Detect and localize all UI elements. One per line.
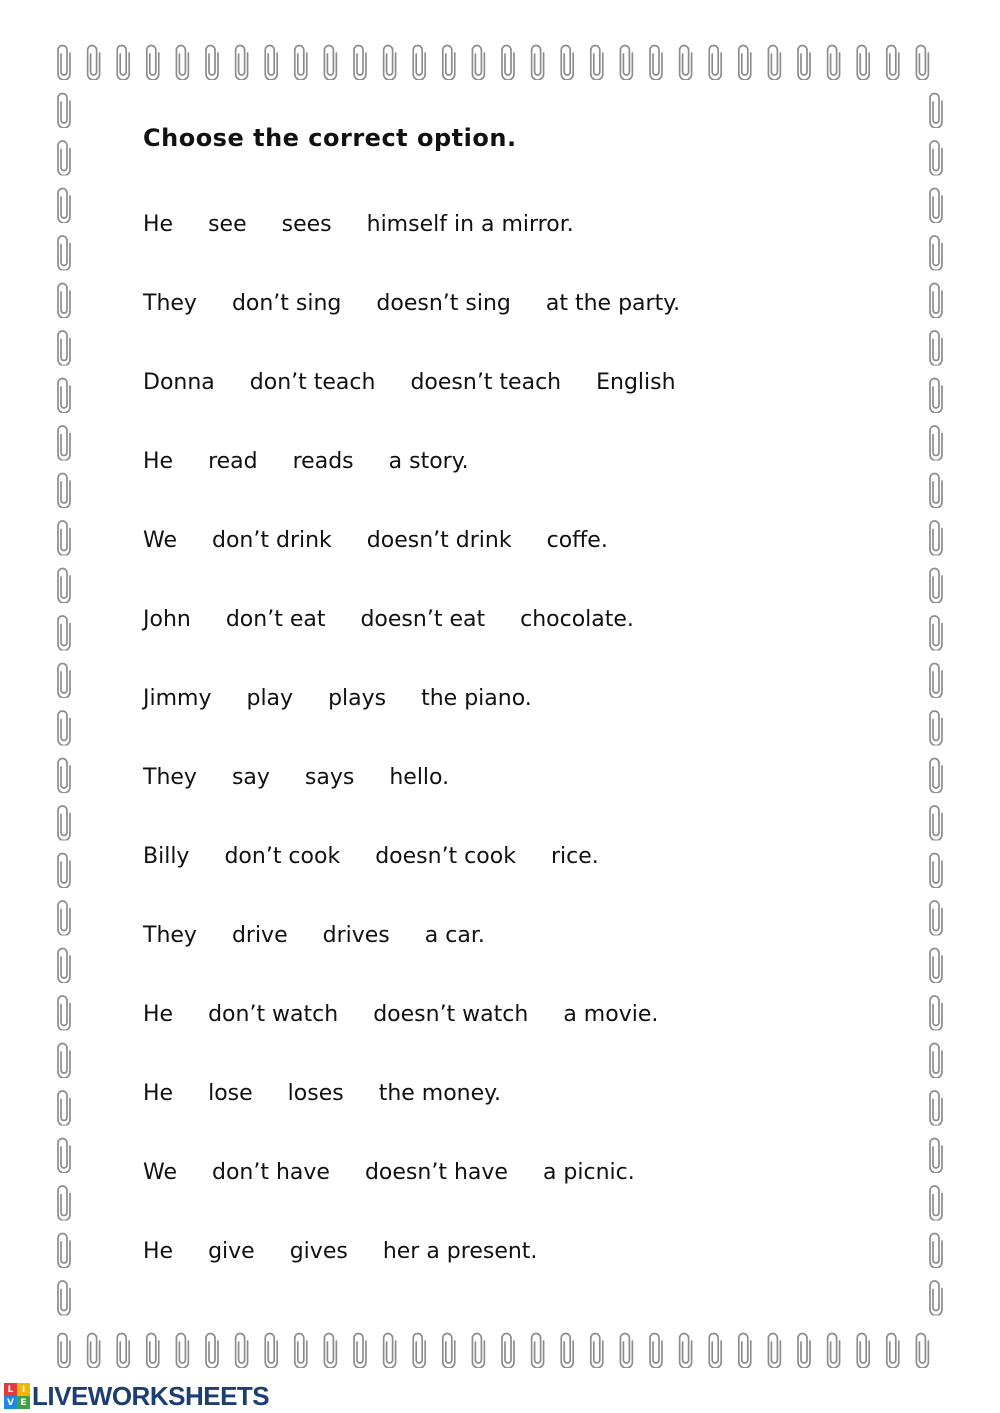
rest: hello. [389, 764, 450, 790]
paperclip-icon [930, 1281, 942, 1316]
paperclip-icon [384, 46, 396, 81]
liveworksheets-logo [4, 1381, 269, 1411]
paperclip-icon [413, 46, 425, 81]
paperclip-icon [58, 854, 70, 889]
page-title: Choose the correct option. [143, 124, 517, 152]
logo-tile: L [4, 1383, 17, 1396]
paperclip-icon [58, 949, 70, 984]
subject: He [143, 448, 174, 474]
option-a[interactable]: don’t watch [208, 1001, 339, 1027]
option-b[interactable]: gives [289, 1238, 348, 1264]
paperclip-icon [354, 1334, 366, 1369]
option-a[interactable]: don’t drink [212, 527, 332, 553]
exercise-row [143, 1156, 635, 1188]
rest: the money. [378, 1080, 502, 1106]
exercise-row [143, 919, 485, 951]
paperclip-icon [354, 46, 366, 81]
paperclip-icon [930, 854, 942, 889]
option-a[interactable]: don’t sing [231, 290, 342, 316]
paperclip-icon [58, 1186, 70, 1221]
paperclip-icon [930, 331, 942, 366]
paperclip-icon [176, 46, 188, 81]
paperclip-icon [295, 46, 307, 81]
paperclip-icon [58, 664, 70, 699]
paperclip-icon [58, 331, 70, 366]
paperclip-icon [887, 46, 899, 81]
paperclip-icon [591, 46, 603, 81]
option-a[interactable]: read [208, 448, 258, 474]
option-a[interactable]: drive [231, 922, 288, 948]
paperclip-icon [930, 189, 942, 224]
paperclip-icon [236, 46, 248, 81]
exercise-row [143, 840, 599, 872]
paperclip-icon [930, 1234, 942, 1269]
option-b[interactable]: plays [328, 685, 387, 711]
paperclip-icon [591, 1334, 603, 1369]
exercise-row [143, 208, 574, 240]
paperclip-icon [930, 1091, 942, 1126]
paperclip-icon [930, 1186, 942, 1221]
paperclip-icon [768, 46, 780, 81]
option-a[interactable]: don’t cook [224, 843, 341, 869]
paperclip-icon [413, 1334, 425, 1369]
paperclip-icon [117, 46, 129, 81]
rest: English [596, 369, 676, 395]
paperclip-icon [930, 901, 942, 936]
exercise-row [143, 287, 680, 319]
paperclip-icon [768, 1334, 780, 1369]
paperclip-icon [828, 46, 840, 81]
paperclip-icon [532, 46, 544, 81]
paperclip-icon [58, 616, 70, 651]
subject: Billy [143, 843, 190, 869]
paperclip-icon [561, 46, 573, 81]
paperclip-icon [709, 1334, 721, 1369]
option-b[interactable]: drives [322, 922, 390, 948]
paperclip-icon [930, 1044, 942, 1079]
exercise-row [143, 445, 469, 477]
paperclip-icon [930, 521, 942, 556]
rest: the piano. [421, 685, 532, 711]
exercise-row [143, 1235, 537, 1267]
subject: He [143, 211, 174, 237]
exercise-row [143, 998, 658, 1030]
paperclip-icon [930, 569, 942, 604]
paperclip-icon [147, 1334, 159, 1369]
option-b[interactable]: doesn’t eat [360, 606, 486, 632]
paperclip-icon [916, 1334, 928, 1369]
paperclip-icon [265, 46, 277, 81]
paperclip-icon [930, 1139, 942, 1174]
exercise-row [143, 524, 608, 556]
paperclip-icon [88, 1334, 100, 1369]
logo-tile: E [17, 1396, 30, 1409]
subject: Jimmy [143, 685, 212, 711]
paperclip-icon [930, 949, 942, 984]
paperclip-icon [58, 996, 70, 1031]
paperclip-icon [58, 806, 70, 841]
option-b[interactable]: reads [292, 448, 354, 474]
option-b[interactable]: doesn’t teach [410, 369, 562, 395]
paperclip-icon [930, 236, 942, 271]
paperclip-icon [58, 711, 70, 746]
paperclip-icon [930, 379, 942, 414]
paperclip-icon [58, 1091, 70, 1126]
paperclip-icon [58, 189, 70, 224]
paperclip-icon [887, 1334, 899, 1369]
paperclip-icon [472, 46, 484, 81]
rest: a movie. [563, 1001, 659, 1027]
paperclip-icon [561, 1334, 573, 1369]
paperclip-icon [58, 1139, 70, 1174]
subject: He [143, 1238, 174, 1264]
paperclip-icon [930, 806, 942, 841]
paperclip-icon [206, 1334, 218, 1369]
paperclip-icon [58, 379, 70, 414]
paperclip-icon [828, 1334, 840, 1369]
rest: coffe. [546, 527, 608, 553]
paperclip-icon [930, 426, 942, 461]
paperclip-icon [58, 901, 70, 936]
paperclip-icon [443, 46, 455, 81]
paperclip-icon [236, 1334, 248, 1369]
paperclip-icon [295, 1334, 307, 1369]
paperclip-icon [58, 474, 70, 509]
paperclip-icon [532, 1334, 544, 1369]
paperclip-icon [857, 1334, 869, 1369]
option-a[interactable]: don’t have [212, 1159, 330, 1185]
paperclip-icon [650, 1334, 662, 1369]
paperclip-icon [58, 1281, 70, 1316]
option-b[interactable]: doesn’t have [364, 1159, 508, 1185]
paperclip-icon [857, 46, 869, 81]
rest: chocolate. [520, 606, 634, 632]
paperclip-icon [58, 236, 70, 271]
option-a[interactable]: say [231, 764, 270, 790]
rest: a story. [388, 448, 469, 474]
paperclip-icon [472, 1334, 484, 1369]
option-a[interactable]: don’t teach [249, 369, 376, 395]
paperclip-icon [147, 46, 159, 81]
rest: at the party. [545, 290, 681, 316]
exercise-row [143, 366, 676, 398]
paperclip-icon [916, 46, 928, 81]
option-b[interactable]: sees [281, 211, 332, 237]
subject: Donna [143, 369, 215, 395]
subject: They [143, 764, 197, 790]
subject: They [143, 290, 197, 316]
paperclip-icon [930, 759, 942, 794]
paperclip-icon [650, 46, 662, 81]
option-a[interactable]: don’t eat [225, 606, 326, 632]
rest: a picnic. [542, 1159, 635, 1185]
paperclip-icon [502, 1334, 514, 1369]
paperclip-icon [680, 46, 692, 81]
paperclip-icon [58, 1334, 70, 1369]
logo-tile: I [17, 1383, 30, 1396]
logo-text: LIVEWORKSHEETS [32, 1380, 270, 1411]
paperclip-icon [58, 284, 70, 319]
rest: a car. [424, 922, 485, 948]
option-b[interactable]: doesn’t cook [375, 843, 516, 869]
option-a[interactable]: see [208, 211, 247, 237]
paperclip-icon [739, 1334, 751, 1369]
paperclip-icon [206, 46, 218, 81]
paperclip-icon [930, 996, 942, 1031]
subject: We [143, 527, 177, 553]
paperclip-icon [930, 474, 942, 509]
rest: her a present. [382, 1238, 538, 1264]
option-b[interactable]: says [304, 764, 355, 790]
paperclip-icon [58, 1044, 70, 1079]
paperclip-icon [58, 759, 70, 794]
rest: rice. [550, 843, 599, 869]
paperclip-icon [930, 616, 942, 651]
paperclip-icon [739, 46, 751, 81]
paperclip-icon [58, 1234, 70, 1269]
paperclip-icon [798, 1334, 810, 1369]
option-a[interactable]: play [246, 685, 294, 711]
paperclip-icon [709, 46, 721, 81]
option-b[interactable]: doesn’t sing [376, 290, 511, 316]
exercise-row [143, 682, 532, 714]
paperclip-icon [620, 1334, 632, 1369]
option-b[interactable]: loses [287, 1080, 344, 1106]
option-a[interactable]: give [208, 1238, 255, 1264]
subject: John [143, 606, 191, 632]
paperclip-icon [58, 141, 70, 176]
paperclip-icon [620, 46, 632, 81]
subject: He [143, 1080, 174, 1106]
exercise-row [143, 761, 449, 793]
paperclip-icon [58, 521, 70, 556]
option-a[interactable]: lose [208, 1080, 253, 1106]
paperclip-icon [930, 664, 942, 699]
paperclip-icon [502, 46, 514, 81]
logo-tile: V [4, 1396, 17, 1409]
subject: We [143, 1159, 177, 1185]
paperclip-icon [58, 569, 70, 604]
option-b[interactable]: doesn’t watch [373, 1001, 529, 1027]
rest: himself in a mirror. [366, 211, 574, 237]
paperclip-icon [117, 1334, 129, 1369]
paperclip-icon [58, 46, 70, 81]
subject: He [143, 1001, 174, 1027]
paperclip-icon [680, 1334, 692, 1369]
paperclip-icon [58, 94, 70, 129]
exercise-row [143, 1077, 501, 1109]
paperclip-icon [265, 1334, 277, 1369]
paperclip-icon [176, 1334, 188, 1369]
subject: They [143, 922, 197, 948]
paperclip-icon [930, 284, 942, 319]
exercise-row [143, 603, 634, 635]
logo-mark-icon [4, 1383, 30, 1409]
paperclip-icon [443, 1334, 455, 1369]
paperclip-icon [930, 94, 942, 129]
paperclip-icon [324, 46, 336, 81]
paperclip-icon [324, 1334, 336, 1369]
paperclip-icon [88, 46, 100, 81]
paperclip-icon [930, 711, 942, 746]
paperclip-icon [798, 46, 810, 81]
paperclip-icon [58, 426, 70, 461]
option-b[interactable]: doesn’t drink [366, 527, 512, 553]
paperclip-icon [930, 141, 942, 176]
paperclip-icon [384, 1334, 396, 1369]
